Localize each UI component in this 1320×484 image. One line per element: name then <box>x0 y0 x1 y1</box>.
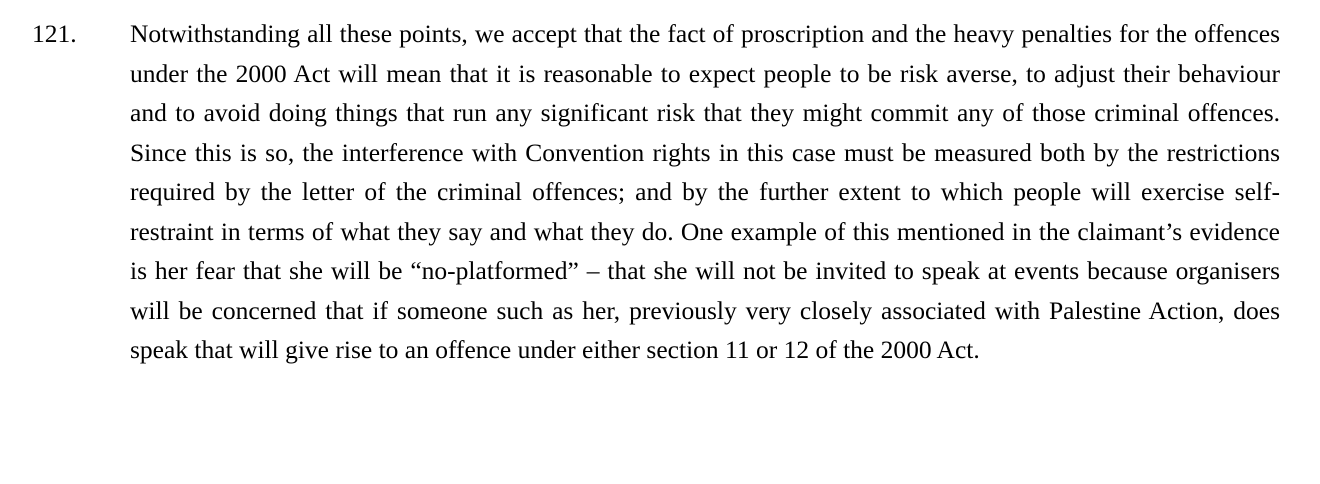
paragraph-number: 121. <box>32 19 77 48</box>
paragraph-text: Notwithstanding all these points, we accept that the fact of proscription and the heavy penalties for the offences under the 2000 Act will mean that it is reasonable to expect people to be risk averse, to adjust their behaviour and to avoid doing things that run any significant risk that they might commit any of those criminal offences. Since this is so, the interference with Convention rights in this case must be measured both by the restrictions required by the letter of the criminal offences; and by the further extent to which people will exercise self-restraint in terms of what they say and what they do. One example of this mentioned in the claimant’s evidence is her fear that she will be “no-platformed” – that she will not be invited to speak at events because organisers will be concerned that if someone such as her, previously very closely associated with Palestine Action, does speak that will give rise to an offence under either section 11 or 12 of the 2000 Act. <box>130 19 1280 364</box>
paragraph-121 <box>32 14 1280 370</box>
